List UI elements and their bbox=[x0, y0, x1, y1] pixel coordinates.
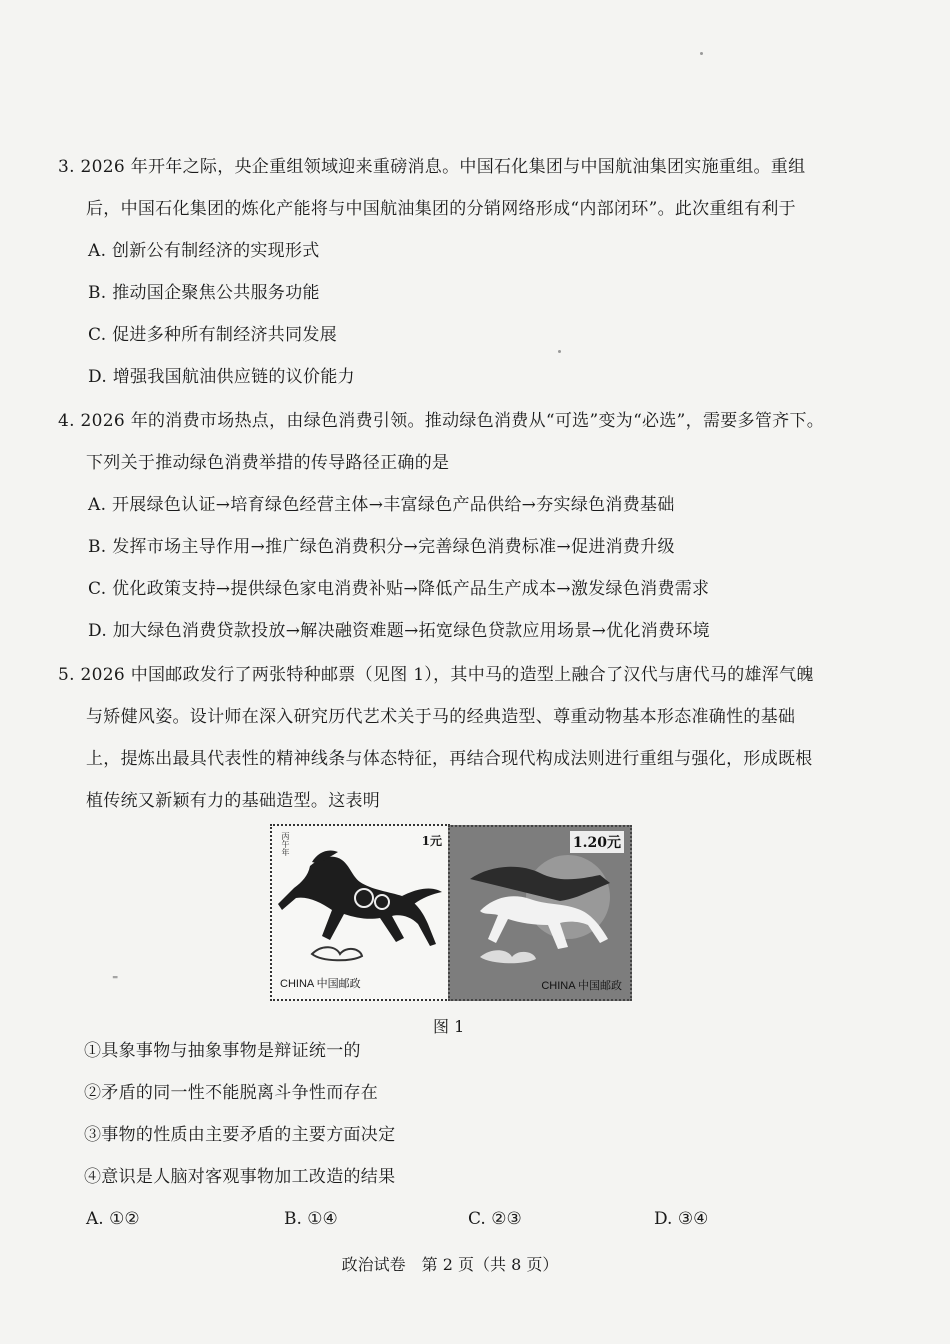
q3-option-c: C. 促进多种所有制经济共同发展 bbox=[88, 325, 338, 345]
figure-caption: 图 1 bbox=[433, 1017, 465, 1036]
stamps-figure bbox=[270, 824, 630, 1000]
q5-stem-line4: 植传统又新颖有力的基础造型。这表明 bbox=[86, 791, 381, 811]
q4-stem-line1: 4. 2026 年的消费市场热点，由绿色消费引领。推动绿色消费从“可选”变为“必选”，需要多管齐下。 bbox=[58, 411, 825, 431]
q5-statement-3: ③事物的性质由主要矛盾的主要方面决定 bbox=[84, 1125, 396, 1145]
q5-answer-d: D. ③④ bbox=[654, 1209, 709, 1229]
white-horse-illustration bbox=[450, 839, 630, 979]
page-footer: 政治试卷 第 2 页（共 8 页） bbox=[341, 1255, 559, 1274]
stamp-left-year: 丙午年 bbox=[281, 832, 290, 856]
q4-option-c: C. 优化政策支持→提供绿色家电消费补贴→降低产品生产成本→激发绿色消费需求 bbox=[88, 579, 710, 599]
q4-option-a: A. 开展绿色认证→培育绿色经营主体→丰富绿色产品供给→夯实绿色消费基础 bbox=[88, 495, 675, 515]
q5-answer-a: A. ①② bbox=[86, 1209, 140, 1229]
q5-statement-2: ②矛盾的同一性不能脱离斗争性而存在 bbox=[84, 1083, 379, 1103]
q5-answer-b: B. ①④ bbox=[284, 1209, 338, 1229]
q5-statement-4: ④意识是人脑对客观事物加工改造的结果 bbox=[84, 1167, 396, 1187]
q4-option-b: B. 发挥市场主导作用→推广绿色消费积分→完善绿色消费标准→促进消费升级 bbox=[88, 537, 675, 557]
scan-speck bbox=[558, 350, 561, 353]
stamp-right-value: 1.20元 bbox=[570, 831, 624, 853]
q4-option-d: D. 加大绿色消费贷款投放→解决融资难题→拓宽绿色贷款应用场景→优化消费环境 bbox=[88, 621, 710, 641]
q5-stem-line1: 5. 2026 中国邮政发行了两张特种邮票（见图 1），其中马的造型上融合了汉代与唐代马的雄浑气魄 bbox=[58, 665, 814, 685]
horse-illustration bbox=[272, 836, 448, 976]
stamp-left bbox=[270, 824, 450, 1001]
stamp-left-brand: CHINA 中国邮政 bbox=[280, 978, 361, 990]
q5-stem-line3: 上，提炼出最具代表性的精神线条与体态特征，再结合现代构成法则进行重组与强化，形成既根 bbox=[86, 749, 813, 769]
q3-option-d: D. 增强我国航油供应链的议价能力 bbox=[88, 367, 355, 387]
q3-option-b: B. 推动国企聚焦公共服务功能 bbox=[88, 283, 320, 303]
q5-statement-1: ①具象事物与抽象事物是辩证统一的 bbox=[84, 1041, 361, 1061]
scan-speck bbox=[700, 52, 703, 55]
q3-stem-line2: 后，中国石化集团的炼化产能将与中国航油集团的分销网络形成“内部闭环”。此次重组有利于 bbox=[86, 199, 796, 219]
q3-option-a: A. 创新公有制经济的实现形式 bbox=[88, 241, 320, 261]
scan-mark: ⁼ bbox=[112, 972, 119, 986]
stamp-right-brand: CHINA 中国邮政 bbox=[541, 980, 622, 992]
q3-stem-line1: 3. 2026 年开年之际，央企重组领域迎来重磅消息。中国石化集团与中国航油集团实施重组。重组 bbox=[58, 157, 806, 177]
stamp-right bbox=[448, 825, 632, 1001]
q4-stem-line2: 下列关于推动绿色消费举措的传导路径正确的是 bbox=[86, 453, 450, 473]
q5-stem-line2: 与矫健风姿。设计师在深入研究历代艺术关于马的经典造型、尊重动物基本形态准确性的基础 bbox=[86, 707, 796, 727]
q5-answer-c: C. ②③ bbox=[468, 1209, 522, 1229]
stamp-left-value: 1元 bbox=[421, 834, 442, 848]
